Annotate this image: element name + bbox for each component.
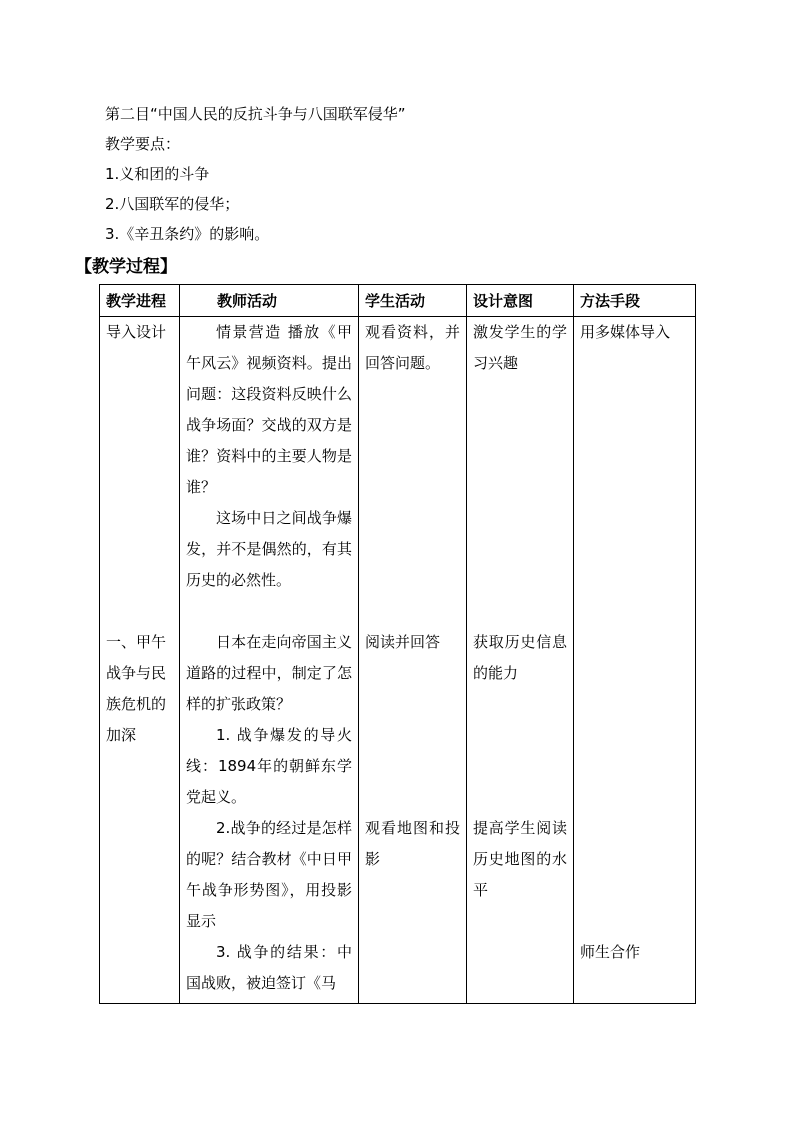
teacher-war-result: 3. 战争的结果：中国战败，被迫签订《马 (186, 943, 352, 992)
lesson-title: 第二目“中国人民的反抗斗争与八国联军侵华” (105, 105, 406, 123)
header-method: 方法手段 (574, 285, 696, 317)
key-point-1: 1.义和团的斗争 (105, 165, 210, 183)
student-activity-cell (359, 317, 467, 1004)
progress-intro: 导入设计 (106, 323, 167, 341)
teacher-activity-cell (180, 317, 359, 1004)
teacher-war-trigger: 1. 战争爆发的导火线：1894年的朝鲜东学党起义。 (186, 726, 352, 806)
intent-map-reading: 提高学生阅读历史地图的水平 (473, 819, 567, 899)
teaching-process-table (99, 284, 696, 1004)
section-title: 【教学过程】 (75, 257, 177, 277)
design-intent-cell (467, 317, 574, 1004)
teacher-intro-conclusion: 这场中日之间战争爆发，并不是偶然的，有其历史的必然性。 (186, 509, 352, 589)
teacher-intro-text: 情景营造 播放《甲午风云》视频资料。提出问题：这段资料反映什么战争场面？交战的双方是谁？资料中的主要人物是谁？ (186, 323, 352, 496)
progress-cell (100, 317, 180, 1004)
teacher-war-process: 2.战争的经过是怎样的呢？结合教材《中日甲午战争形势图》，用投影显示 (186, 819, 352, 930)
method-cooperation: 师生合作 (580, 943, 641, 961)
key-points-label: 教学要点： (105, 135, 181, 153)
table-header-row (100, 285, 696, 317)
intent-info: 获取历史信息的能力 (473, 633, 567, 682)
header-student-activity: 学生活动 (359, 285, 467, 317)
progress-section-1: 一、甲午战争与民族危机的加深 (106, 633, 167, 744)
student-read-answer: 阅读并回答 (365, 633, 441, 651)
header-teacher-activity: 教师活动 (180, 285, 359, 317)
teacher-expansion-question: 日本在走向帝国主义道路的过程中，制定了怎样的扩张政策？ (186, 633, 352, 713)
method-cell (574, 317, 696, 1004)
method-multimedia: 用多媒体导入 (580, 323, 671, 341)
intent-interest: 激发学生的学习兴趣 (473, 323, 567, 372)
header-progress: 教学进程 (100, 285, 180, 317)
key-point-2: 2.八国联军的侵华； (105, 195, 240, 213)
student-map: 观看地图和投影 (365, 819, 460, 868)
student-intro: 观看资料，并回答问题。 (365, 323, 460, 372)
key-point-3: 3.《辛丑条约》的影响。 (105, 225, 270, 243)
table-row (100, 317, 696, 1004)
header-design-intent: 设计意图 (467, 285, 574, 317)
